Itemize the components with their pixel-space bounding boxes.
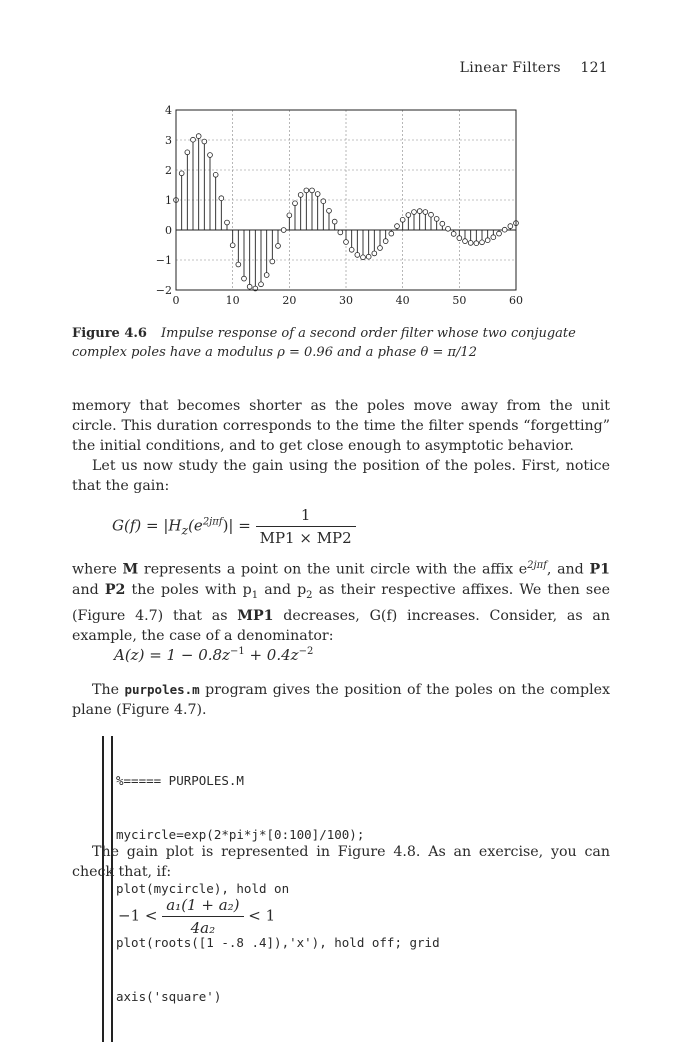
stem-marker bbox=[366, 254, 371, 259]
code-line-3: plot(mycircle), hold on bbox=[116, 881, 290, 896]
p3-b4: MP1 bbox=[237, 607, 274, 624]
code-line-1: %===== PURPOLES.M bbox=[116, 773, 244, 788]
p3-t8: decreases, G(f) increases. Consider, as an example, the case of a denominator: bbox=[72, 607, 610, 644]
equation-condition bbox=[118, 896, 275, 937]
stem-marker bbox=[451, 232, 456, 237]
x-tick-label: 40 bbox=[395, 294, 410, 307]
equation-denominator bbox=[114, 646, 313, 664]
stem-marker bbox=[468, 241, 473, 246]
stem-marker bbox=[480, 240, 485, 245]
stem-marker bbox=[298, 193, 303, 198]
stem-marker bbox=[259, 282, 264, 287]
equation-gain bbox=[112, 506, 356, 547]
stem-marker bbox=[264, 273, 269, 278]
eq3-pre: −1 < bbox=[118, 906, 158, 925]
stem-marker bbox=[281, 228, 286, 233]
stem-marker bbox=[372, 251, 377, 256]
x-tick-label: 0 bbox=[172, 294, 180, 307]
y-tick-label: −1 bbox=[155, 254, 172, 267]
p3-b2: P1 bbox=[589, 561, 610, 578]
impulse-response-chart bbox=[150, 100, 540, 315]
p3-t3: , and bbox=[546, 561, 590, 578]
eq1-numerator: 1 bbox=[300, 506, 311, 524]
stem-marker bbox=[191, 137, 196, 142]
p3-t1: where bbox=[72, 561, 123, 578]
stem-marker bbox=[434, 217, 439, 222]
stem-marker bbox=[412, 210, 417, 215]
stem-marker bbox=[389, 231, 394, 236]
page-number: 121 bbox=[580, 60, 608, 76]
eq3-post: < 1 bbox=[248, 906, 276, 925]
stem-marker bbox=[338, 230, 343, 235]
stem-marker bbox=[213, 172, 218, 177]
x-tick-label: 10 bbox=[225, 294, 240, 307]
y-tick-label: 4 bbox=[165, 104, 172, 117]
code-line-4: plot(roots([1 -.8 .4]),'x'), hold off; grid bbox=[116, 935, 440, 950]
stem-marker bbox=[457, 236, 462, 241]
stem-marker bbox=[446, 226, 451, 231]
stem-marker bbox=[349, 247, 354, 252]
stem-marker bbox=[474, 241, 479, 246]
stem-marker bbox=[378, 246, 383, 251]
paragraph-2: Let us now study the gain using the position of the poles. First, notice that the gain: bbox=[72, 458, 610, 494]
eq1-sub: z bbox=[181, 522, 189, 538]
p3-b1: M bbox=[122, 561, 139, 578]
stem-marker bbox=[383, 239, 388, 244]
chart-grid bbox=[176, 110, 516, 290]
stem-marker bbox=[423, 210, 428, 215]
p3-t7: as their respective affixes. We then see (Figure 4.7) that as bbox=[72, 581, 610, 624]
p3-sup1: 2jπf bbox=[527, 560, 547, 571]
stem-marker bbox=[315, 192, 320, 197]
x-tick-label: 20 bbox=[282, 294, 297, 307]
stem-marker bbox=[361, 255, 366, 260]
p3-b3: P2 bbox=[104, 581, 126, 598]
paragraph-3 bbox=[72, 556, 610, 646]
eq2-a: A(z) = 1 − 0.8z bbox=[114, 646, 230, 664]
stem-marker bbox=[327, 208, 332, 213]
eq1-sup: 2jπf bbox=[202, 516, 223, 528]
stem-marker bbox=[276, 244, 281, 249]
eq1-denominator: MP1 × MP2 bbox=[256, 526, 356, 547]
stem-marker bbox=[400, 217, 405, 222]
stem-marker bbox=[332, 219, 337, 224]
stem-marker bbox=[242, 276, 247, 281]
stem-marker bbox=[202, 139, 207, 144]
eq2-sup-b: −2 bbox=[298, 646, 314, 657]
stem-marker bbox=[247, 284, 252, 289]
paragraph-1: memory that becomes shorter as the poles move away from the unit circle. This duration corresponds to the time the filter spends “forgetting” the initial conditions, and to get close enough to asymptotic behavior. bbox=[72, 398, 610, 454]
code-listing bbox=[102, 736, 562, 1042]
stem-marker bbox=[502, 227, 507, 232]
p3-t6: and p bbox=[258, 581, 307, 598]
stem-marker bbox=[304, 188, 309, 193]
stem-marker bbox=[395, 224, 400, 229]
eq1-mid: (e bbox=[188, 516, 203, 535]
stem-marker bbox=[185, 150, 190, 155]
code-bar bbox=[102, 736, 113, 1042]
eq2-b: + 0.4z bbox=[244, 646, 299, 664]
y-tick-label: −2 bbox=[155, 284, 172, 297]
eq1-lhs: G(f) = |H bbox=[112, 516, 182, 535]
stem-marker bbox=[196, 134, 201, 139]
stem-marker bbox=[287, 213, 292, 218]
paragraph-5: The gain plot is represented in Figure 4.8. As an exercise, you can check that, if: bbox=[72, 844, 610, 880]
stem-marker bbox=[310, 188, 315, 193]
eq2-sup-a: −1 bbox=[229, 646, 245, 657]
stem-marker bbox=[225, 220, 230, 225]
p3-t4: and bbox=[72, 581, 105, 598]
running-title: Linear Filters bbox=[459, 60, 561, 76]
x-tick-label: 50 bbox=[452, 294, 467, 307]
figure-caption-text: Impulse response of a second order filter whose two conjugate complex poles have a modulus ρ = 0.96 and a phase θ = π/12 bbox=[72, 326, 576, 360]
stem-marker bbox=[508, 224, 513, 229]
eq1-rhs: )| = bbox=[222, 516, 251, 535]
figure-caption bbox=[72, 324, 612, 362]
stem-marker bbox=[491, 235, 496, 240]
stem-marker bbox=[236, 262, 241, 267]
eq1-fraction bbox=[256, 506, 356, 547]
y-tick-label: 0 bbox=[165, 224, 172, 237]
y-tick-labels bbox=[156, 104, 172, 297]
paragraph-4 bbox=[72, 680, 610, 720]
code-line-5: axis('square') bbox=[116, 989, 222, 1004]
x-tick-label: 30 bbox=[339, 294, 353, 307]
p3-t2: represents a point on the unit circle with the affix e bbox=[138, 561, 528, 578]
stem-marker bbox=[440, 221, 445, 226]
stem-marker bbox=[270, 259, 275, 264]
running-header bbox=[460, 60, 608, 76]
stem-marker bbox=[355, 253, 360, 258]
stem-marker bbox=[463, 239, 468, 244]
p3-s1: 1 bbox=[251, 589, 259, 601]
stem-marker bbox=[219, 196, 224, 201]
p3-s2: 2 bbox=[306, 589, 313, 601]
stem-marker bbox=[321, 199, 326, 204]
figure-label: Figure 4.6 bbox=[72, 326, 147, 341]
p4-code: purpoles.m bbox=[124, 682, 200, 697]
code-line-2: mycircle=exp(2*pi*j*[0:100]/100); bbox=[116, 827, 365, 842]
stem-marker bbox=[208, 153, 213, 158]
stem-marker bbox=[344, 240, 349, 245]
y-tick-label: 3 bbox=[165, 134, 172, 147]
stem-marker bbox=[406, 213, 411, 218]
x-tick-labels bbox=[173, 294, 524, 307]
eq3-numerator: a₁(1 + a₂) bbox=[166, 896, 240, 914]
p4-t1: The bbox=[92, 682, 125, 698]
y-tick-label: 2 bbox=[165, 164, 172, 177]
stem-marker bbox=[417, 209, 422, 214]
y-tick-label: 1 bbox=[165, 194, 172, 207]
stem-marker bbox=[429, 212, 434, 217]
stem-marker bbox=[497, 231, 502, 236]
x-tick-label: 60 bbox=[509, 294, 523, 307]
stem-marker bbox=[230, 243, 235, 248]
stem-marker bbox=[179, 171, 184, 176]
p3-t5: the poles with p bbox=[125, 581, 252, 598]
stem-marker bbox=[293, 201, 298, 206]
stem-marker bbox=[485, 238, 490, 243]
eq3-fraction bbox=[162, 896, 243, 937]
p4-t2: program gives the position of the poles on the complex plane (Figure 4.7). bbox=[72, 682, 611, 718]
eq3-denominator: 4a₂ bbox=[162, 916, 243, 937]
